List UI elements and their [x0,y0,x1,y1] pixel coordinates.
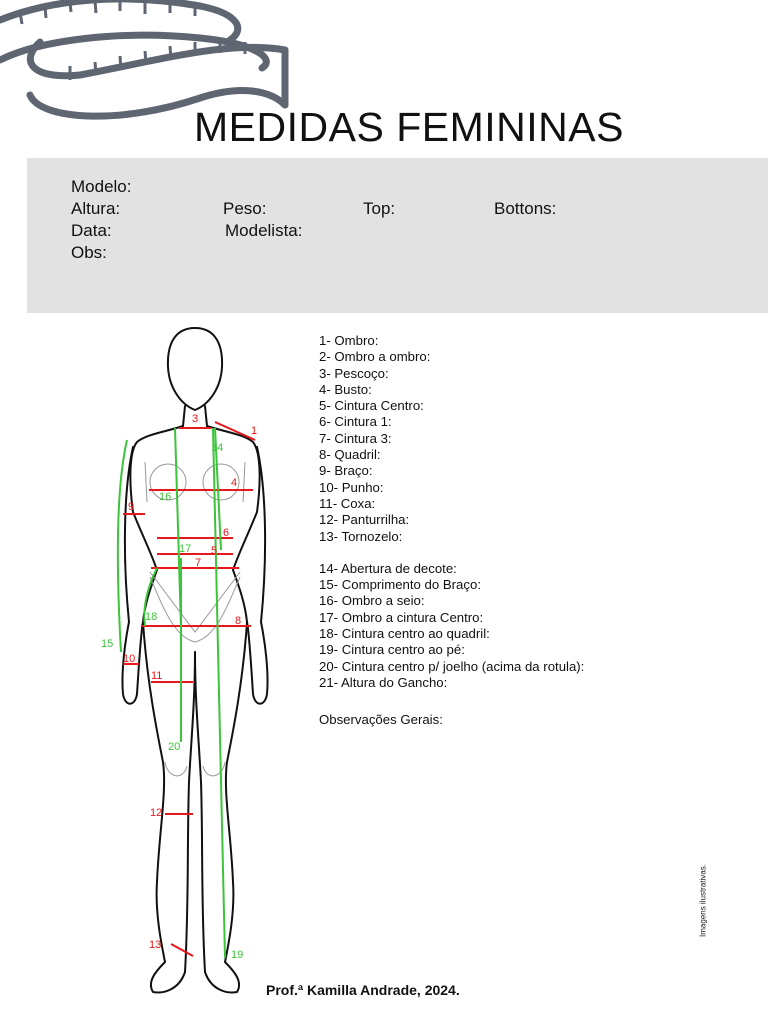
list-item: 6- Cintura 1: [319,414,392,430]
data-label: Data: [71,221,112,240]
footer-credit: Prof.ª Kamilla Andrade, 2024. [266,982,460,998]
figure-label-14: 14 [211,442,224,454]
figure-label-11: 11 [151,670,163,682]
figure-label-15: 15 [101,638,114,650]
list-item: 1- Ombro: [319,333,379,348]
figure-label-17: 17 [179,543,192,555]
list-item: 19- Cintura centro ao pé: [319,642,465,658]
top-label: Top: [363,199,396,218]
list-item: 4- Busto: [319,381,372,397]
list-item: 14- Abertura de decote: [319,560,457,576]
figure-label-12: 12 [150,807,163,819]
modelo-label: Modelo: [71,177,132,196]
page-title: MEDIDAS FEMININAS [194,104,624,150]
list-item: 20- Cintura centro p/ joelho (acima da rotula): [319,658,585,674]
list-item: 17- Ombro a cintura Centro: [319,609,484,625]
side-note: Imagens ilustrativas. [698,864,708,937]
bottons-label: Bottons: [494,199,557,218]
altura-label: Altura: [71,199,121,218]
measurement-list [319,333,584,691]
list-item: 15- Comprimento do Braço: [319,577,481,593]
figure-label-13: 13 [149,939,162,951]
female-body-figure [95,322,295,1002]
figure-label-7: 7 [195,557,202,569]
figure-label-8: 8 [235,615,242,627]
list-spacer [319,545,584,561]
list-item: 16- Ombro a seio: [319,593,425,609]
observations-title: Observações Gerais: [319,712,443,727]
figure-label-16: 16 [159,491,172,503]
model-info-panel [27,158,768,313]
list-item: 2- Ombro a ombro: [319,349,431,365]
list-item: 11- Coxa: [319,495,376,511]
list-item: 8- Quadril: [319,447,381,463]
obs-label: Obs: [71,243,107,262]
list-item: 13- Tornozelo: [319,528,403,544]
list-item: 18- Cintura centro ao quadril: [319,626,490,642]
modelista-label: Modelista: [225,221,303,240]
figure-label-18: 18 [145,611,158,623]
figure-label-19: 19 [231,949,244,961]
list-item: 12- Panturrilha: [319,512,410,528]
list-item: 21- Altura do Gancho: [319,674,448,690]
peso-label: Peso: [223,199,267,218]
list-item: 3- Pescoço: [319,365,389,381]
figure-label-10: 10 [123,653,136,665]
list-item: 10- Punho: [319,479,384,495]
list-item: 9- Braço: [319,463,373,479]
figure-label-6: 6 [223,527,230,539]
figure-label-4: 4 [231,477,238,489]
list-item: 5- Cintura Centro: [319,398,424,414]
figure-label-20: 20 [168,741,181,753]
list-item: 7- Cintura 3: [319,430,392,446]
figure-label-1: 1 [251,425,258,437]
figure-label-3: 3 [192,413,199,425]
figure-label-5: 5 [211,545,218,557]
figure-label-9: 9 [128,501,135,513]
